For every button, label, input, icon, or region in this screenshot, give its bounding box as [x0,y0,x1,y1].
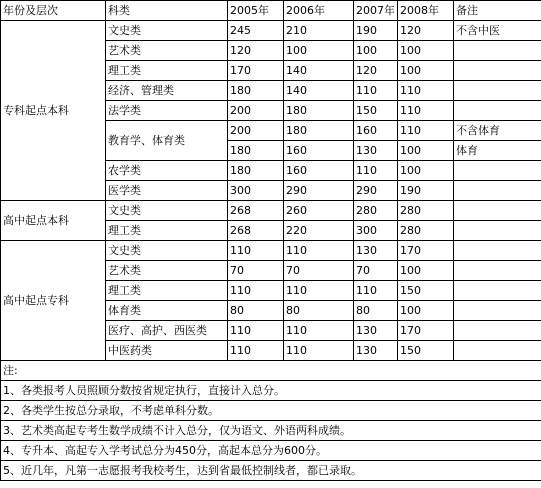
remark-cell: 不含中医 [454,21,541,41]
score-2005-cell: 245 [228,21,284,41]
note-text: 3、艺术类高起专考生数学成绩不计入总分，仅为语文、外语两科成绩。 [1,421,541,441]
score-2005-cell: 80 [228,301,284,321]
note-row [1,381,541,401]
remark-cell [454,341,541,361]
subject-cell: 中医药类 [106,341,228,361]
score-2005-cell: 200 [228,121,284,141]
score-2006-cell: 160 [284,161,354,181]
score-2005-cell: 268 [228,201,284,221]
level-cell: 高中起点专科 [1,241,106,361]
remark-cell [454,181,541,201]
header-remarks: 备注 [454,1,541,21]
score-2007-cell: 70 [354,261,398,281]
score-2007-cell: 100 [354,41,398,61]
header-2007: 2007年 [354,1,398,21]
note-text: 4、专升本、高起专入学考试总分为450分，高起本总分为600分。 [1,441,541,461]
score-2006-cell: 220 [284,221,354,241]
score-2007-cell: 160 [354,121,398,141]
score-2007-cell: 110 [354,81,398,101]
score-2006-cell: 290 [284,181,354,201]
score-2006-cell: 180 [284,121,354,141]
score-2006-cell: 110 [284,241,354,261]
score-2005-cell: 180 [228,161,284,181]
score-2006-cell: 110 [284,281,354,301]
score-2008-cell: 190 [398,181,454,201]
score-2006-cell: 100 [284,41,354,61]
subject-cell: 法学类 [106,101,228,121]
remark-cell [454,61,541,81]
score-2005-cell: 110 [228,241,284,261]
header-subject: 科类 [106,1,228,21]
score-2006-cell: 140 [284,81,354,101]
score-2008-cell: 100 [398,141,454,161]
remark-cell: 体育 [454,141,541,161]
note-text: 5、近几年，凡第一志愿报考我校考生，达到省最低控制线者，都已录取。 [1,461,541,481]
remark-cell [454,81,541,101]
remark-cell: 不含体育 [454,121,541,141]
score-2005-cell: 110 [228,321,284,341]
score-2007-cell: 110 [354,161,398,181]
subject-cell: 理工类 [106,61,228,81]
notes-title-row [1,361,541,381]
note-row [1,421,541,441]
level-cell: 专科起点本科 [1,21,106,201]
subject-cell: 理工类 [106,221,228,241]
score-2007-cell: 130 [354,321,398,341]
note-text: 1、各类报考人员照顾分数按省规定执行，直接计入总分。 [1,381,541,401]
score-2005-cell: 70 [228,261,284,281]
note-row [1,401,541,421]
score-2005-cell: 200 [228,101,284,121]
score-2007-cell: 300 [354,221,398,241]
score-2008-cell: 150 [398,281,454,301]
remark-cell [454,41,541,61]
remark-cell [454,261,541,281]
subject-cell: 艺术类 [106,41,228,61]
subject-cell: 医疗、高护、西医类 [106,321,228,341]
score-2005-cell: 180 [228,81,284,101]
score-2006-cell: 110 [284,341,354,361]
score-2005-cell: 300 [228,181,284,201]
score-2008-cell: 100 [398,161,454,181]
score-2007-cell: 290 [354,181,398,201]
remark-cell [454,201,541,221]
score-2007-cell: 150 [354,101,398,121]
score-2008-cell: 280 [398,201,454,221]
score-2005-cell: 170 [228,61,284,81]
score-2007-cell: 120 [354,61,398,81]
score-2008-cell: 110 [398,121,454,141]
header-2006: 2006年 [284,1,354,21]
note-row [1,461,541,481]
subject-cell: 经济、管理类 [106,81,228,101]
score-2007-cell: 130 [354,241,398,261]
score-2008-cell: 100 [398,301,454,321]
subject-cell: 理工类 [106,281,228,301]
score-2005-cell: 180 [228,141,284,161]
remark-cell [454,161,541,181]
score-2006-cell: 80 [284,301,354,321]
subject-cell: 文史类 [106,21,228,41]
score-2007-cell: 130 [354,341,398,361]
table-row [1,241,541,261]
score-2007-cell: 80 [354,301,398,321]
score-2008-cell: 100 [398,261,454,281]
score-2008-cell: 100 [398,41,454,61]
header-2005: 2005年 [228,1,284,21]
score-2005-cell: 120 [228,41,284,61]
score-2008-cell: 110 [398,81,454,101]
score-2007-cell: 280 [354,201,398,221]
score-2008-cell: 110 [398,101,454,121]
remark-cell [454,101,541,121]
score-2006-cell: 260 [284,201,354,221]
header-2008: 2008年 [398,1,454,21]
score-2007-cell: 130 [354,141,398,161]
header-row [1,1,541,21]
subject-cell: 医学类 [106,181,228,201]
table-row [1,21,541,41]
score-2005-cell: 110 [228,341,284,361]
notes-title: 注: [1,361,541,381]
score-2006-cell: 160 [284,141,354,161]
score-2008-cell: 100 [398,61,454,81]
subject-cell: 教育学、体育类 [106,121,228,161]
subject-cell: 体育类 [106,301,228,321]
subject-cell: 文史类 [106,201,228,221]
score-2008-cell: 170 [398,321,454,341]
score-2006-cell: 70 [284,261,354,281]
score-2006-cell: 110 [284,321,354,341]
table-row [1,201,541,221]
score-2008-cell: 280 [398,221,454,241]
remark-cell [454,301,541,321]
remark-cell [454,281,541,301]
header-level: 年份及层次 [1,1,106,21]
score-2005-cell: 110 [228,281,284,301]
subject-cell: 农学类 [106,161,228,181]
subject-cell: 文史类 [106,241,228,261]
note-text: 2、各类学生按总分录取，不考虑单科分数。 [1,401,541,421]
level-cell: 高中起点本科 [1,201,106,241]
score-2006-cell: 140 [284,61,354,81]
score-2007-cell: 190 [354,21,398,41]
remark-cell [454,321,541,341]
score-2006-cell: 210 [284,21,354,41]
subject-cell: 艺术类 [106,261,228,281]
score-2007-cell: 110 [354,281,398,301]
remark-cell [454,241,541,261]
note-row [1,441,541,461]
remark-cell [454,221,541,241]
score-2006-cell: 180 [284,101,354,121]
score-2008-cell: 170 [398,241,454,261]
score-2008-cell: 150 [398,341,454,361]
score-2005-cell: 268 [228,221,284,241]
score-2008-cell: 120 [398,21,454,41]
